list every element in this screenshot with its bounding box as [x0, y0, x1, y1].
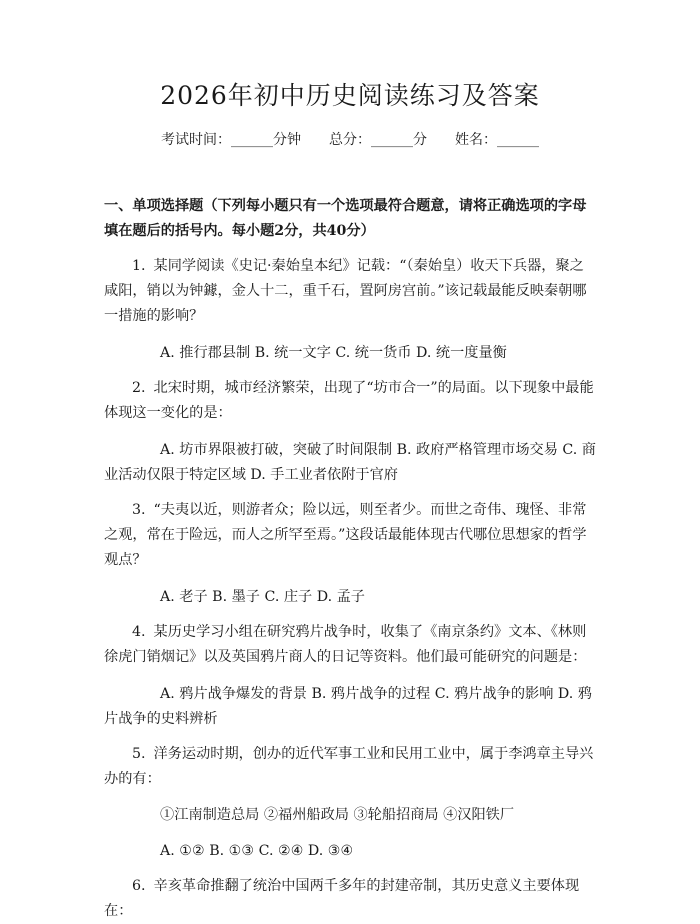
question-3-options: A. 老子 B. 墨子 C. 庄子 D. 孟子 [160, 589, 365, 605]
question-stem: 某同学阅读《史记·秦始皇本纪》记载：“（秦始皇）收天下兵器，聚之咸阳，销以为钟鐻，金人十二，重千石，置阿房宫前。”该记载最能反映秦朝哪一措施的影响？ [104, 258, 587, 324]
exam-info-line [104, 130, 596, 150]
question-number: 1. [132, 258, 146, 274]
question-stem: 洋务运动时期，创办的近代军事工业和民用工业中，属于李鸿章主导兴办的有： [104, 746, 594, 787]
exam-time-field: 考试时间：______分钟 [161, 132, 301, 148]
question-number: 4. [132, 624, 146, 640]
page-title: 2026年初中历史阅读练习及答案 [160, 81, 540, 110]
question-stem: 辛亥革命推翻了统治中国两千多年的封建帝制，其历史意义主要体现在： [104, 878, 580, 919]
section-heading: 一、单项选择题（下列每小题只有一个选项最符合题意，请将正确选项的字母填在题后的括号内。每小题2分，共40分） [104, 198, 587, 239]
question-number: 2. [132, 380, 146, 396]
question-5-options: A. ①② B. ①③ C. ②④ D. ③④ [160, 843, 354, 859]
question-1 [104, 254, 596, 329]
name-field: 姓名：______ [455, 132, 539, 148]
question-4 [104, 620, 596, 670]
question-1-options: A. 推行郡县制 B. 统一文字 C. 统一货币 D. 统一度量衡 [160, 345, 507, 361]
question-stem: “夫夷以近，则游者众；险以远，则至者少。而世之奇伟、瑰怪、非常之观，常在于险远，而人之所罕至焉。”这段话最能体现古代哪位思想家的哲学观点？ [104, 502, 587, 568]
question-number: 5. [132, 746, 146, 762]
question-5-items: ①江南制造总局 ②福州船政局 ③轮船招商局 ④汉阳铁厂 [160, 807, 515, 823]
total-score-field: 总分：______分 [329, 132, 427, 148]
question-3 [104, 498, 596, 573]
question-number: 3. [132, 502, 146, 518]
question-5 [104, 742, 596, 792]
question-stem: 某历史学习小组在研究鸦片战争时，收集了《南京条约》文本、《林则徐虎门销烟记》以及英国鸦片商人的日记等资料。他们最可能研究的问题是： [104, 624, 587, 665]
question-4-options: A. 鸦片战争爆发的背景 B. 鸦片战争的过程 C. 鸦片战争的影响 D. 鸦片战争的史料辨析 [104, 686, 592, 727]
question-2 [104, 376, 596, 426]
question-number: 6. [132, 878, 146, 894]
question-6 [104, 874, 596, 924]
question-stem: 北宋时期，城市经济繁荣，出现了“坊市合一”的局面。以下现象中最能体现这一变化的是： [104, 380, 594, 421]
question-2-options: A. 坊市界限被打破，突破了时间限制 B. 政府严格管理市场交易 C. 商业活动仅限于特定区域 D. 手工业者依附于官府 [104, 442, 596, 483]
